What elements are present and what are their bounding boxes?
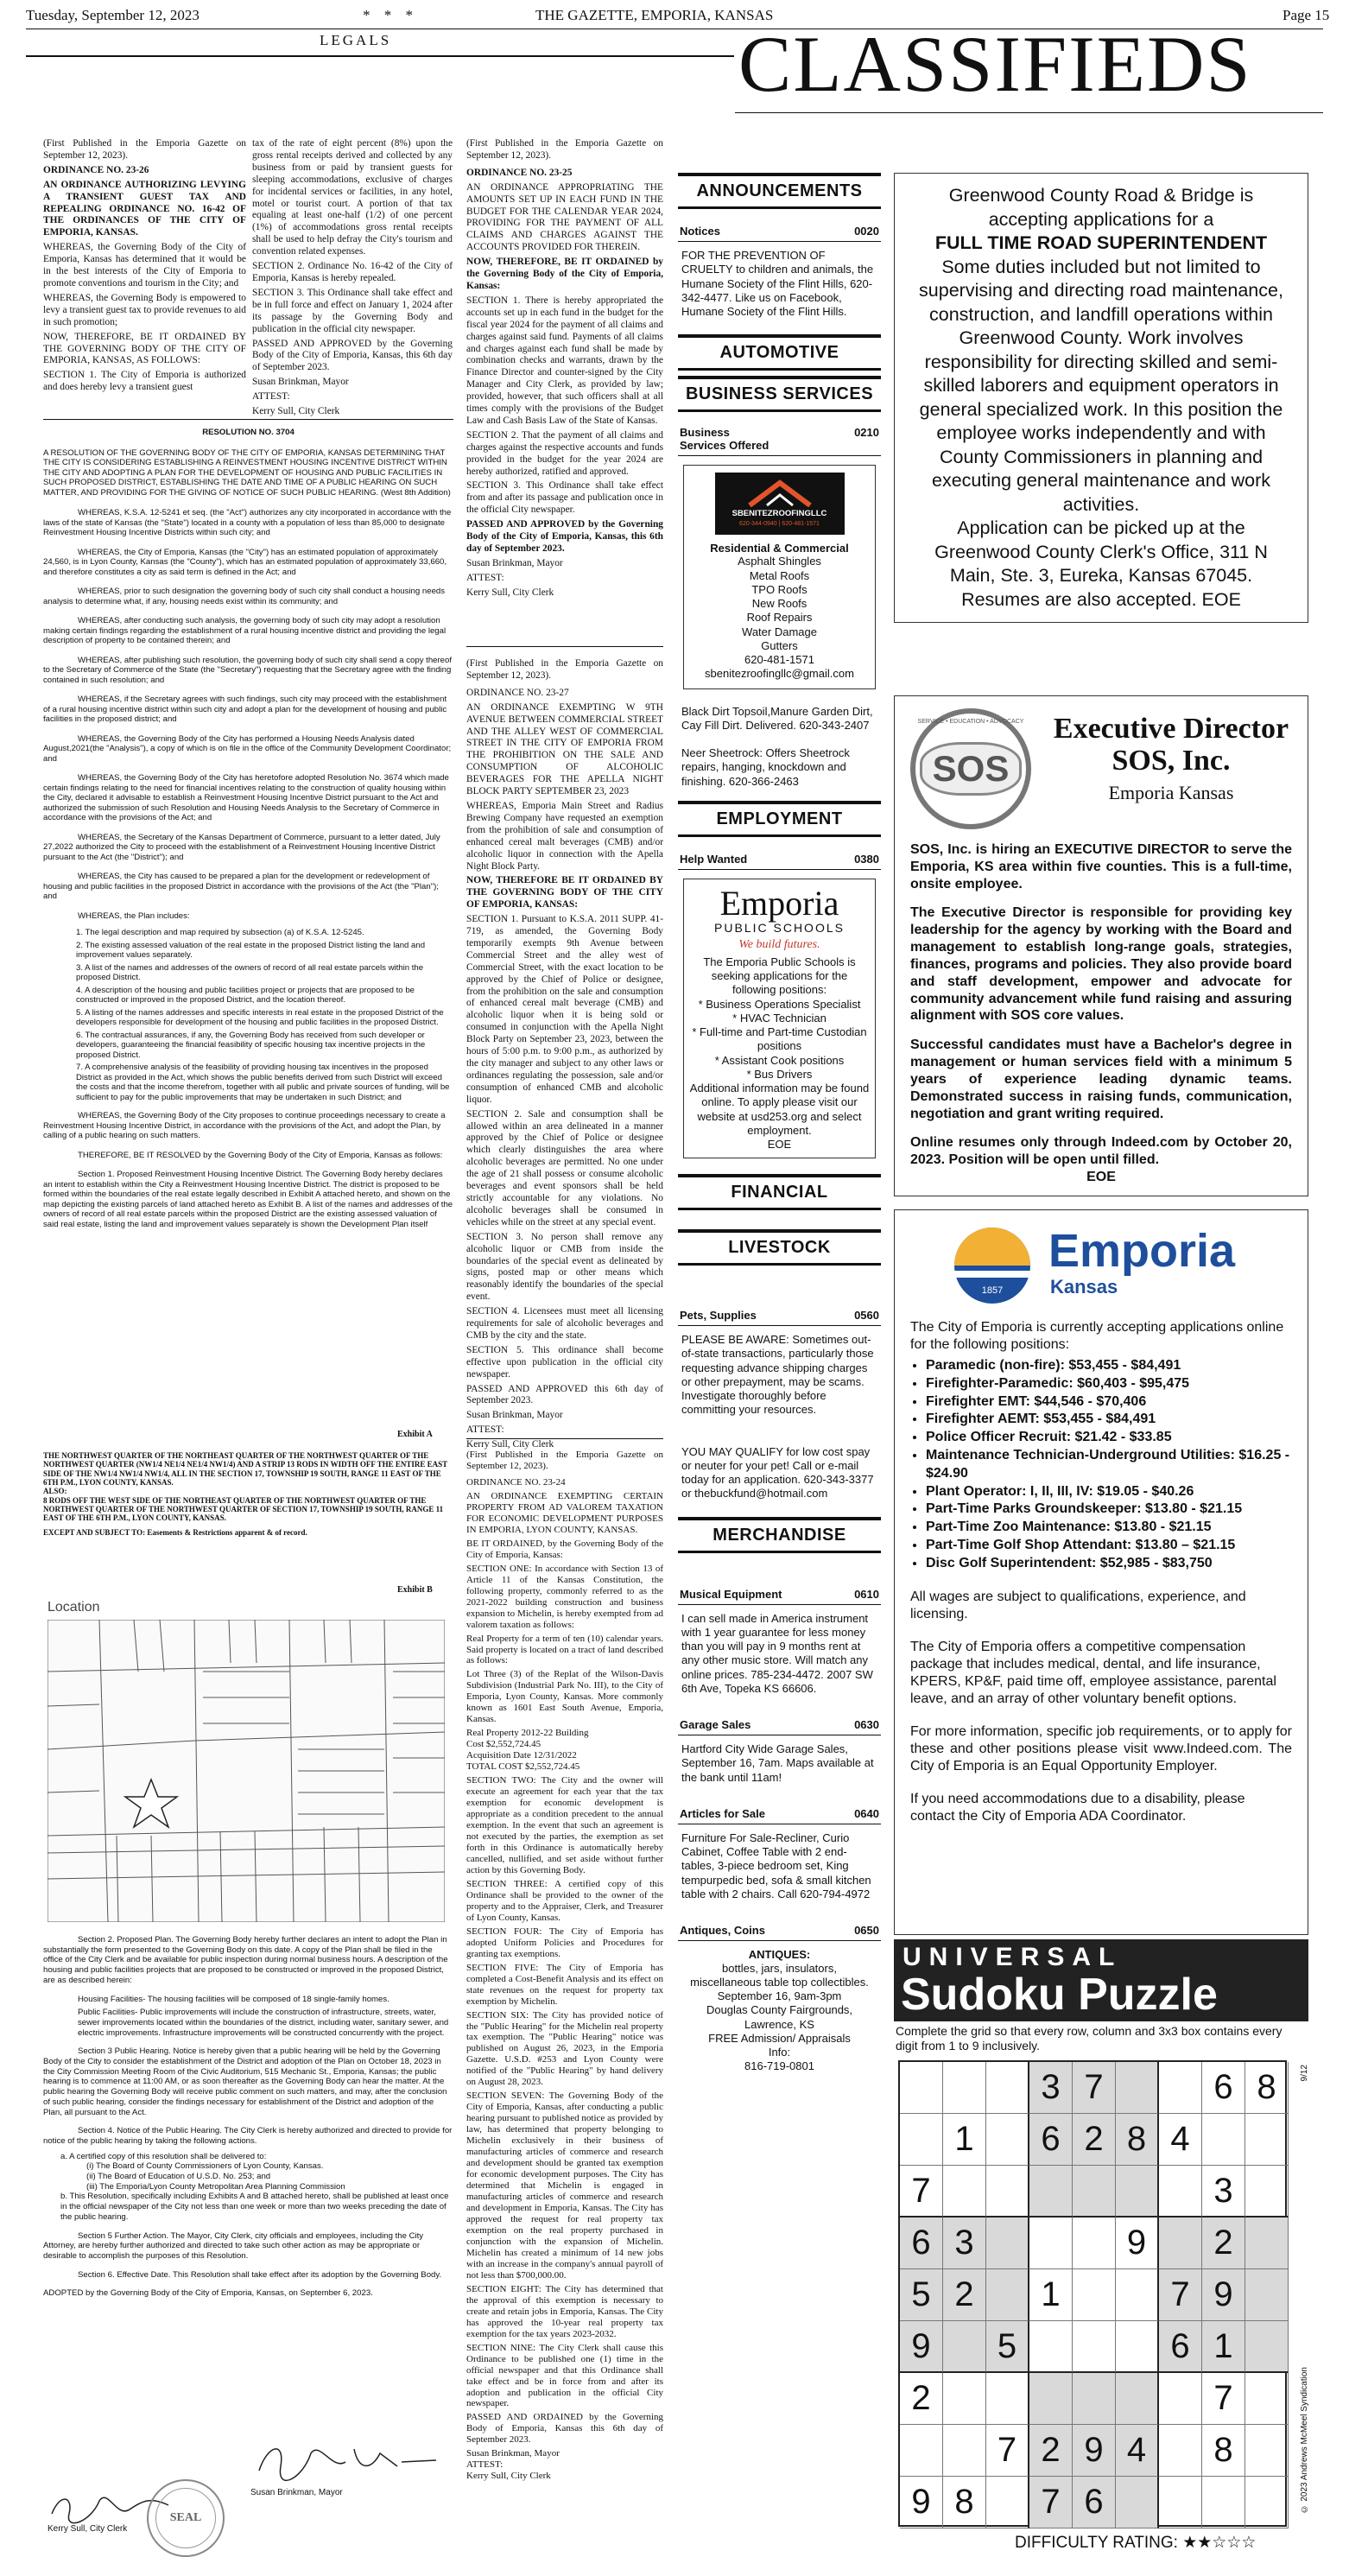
ordinance-23-25: (First Published in the Emporia Gazette on September 12, 2023). ORDINANCE NO. 23-25 AN ORDINANCE APPROPRIATING THE AMOUNTS SET UP IN EACH FUND IN THE BUDGET FOR THE CALENDAR YEAR 2024, PROVIDING FOR THE PAYMENT OF ALL CLAIMS AND CHARGES AGAINST THE ACCOUNTS PROVIDED FOR THEREIN. NOW, THEREFORE, BE IT ORDAINED by the Governing Body of the City of Emporia, Kansas: SECTION 1. There is hereby appropriated the accounts set up in each fund in the budget for the fiscal year 2024 for the payment of all claims and charges against said fund. Payments of all claims and charges against each fund shall be made by combination checks and warrants, drawn by the Finance Director and counter-signed by the City Manager and City Clerk, as provided by law; provided, however, that such officers shall at all times comply with the provisions of the Budget Law and Cash Basis Law of the State of Kansas. SECTION 2. That the payment of all claims and charges against the respective accounts and funds provided in the budget for the year 2024 are hereby authorized, ratified and approved. SECTION 3. This Ordinance shall take effect from and after its passage and publication once in the official City newspaper. PASSED AND APPROVED by the Governing Body of the City of Emporia, Kansas, this 6th day of September 2023. Susan Brinkman, Mayor ATTEST: Kerry Sull, City Clerk [466, 138, 663, 598]
sudoku-cell[interactable]: 6 [900, 2218, 943, 2269]
antique-line: Info: [768, 2045, 791, 2059]
sudoku-cell[interactable]: 7 [900, 2166, 943, 2218]
masthead-stars: * * * [363, 7, 418, 23]
sudoku-cell[interactable]: 2 [1029, 2425, 1073, 2477]
gc-body: Some duties included but not limited to supervising and directing road maintenance, construction, and landfill operations within Greenwood County. Work involves responsibility for directing skilled and semi-skilled laborers and equipment operators in general specialized work. In this position the employee works independently and with County Commissioners in planning and executing general maintenance and work activities. [919, 256, 1283, 515]
plan-item: 3. A list of the names and addresses of the owners of record of all real estate parcels within the proposed District. [76, 962, 424, 982]
sos-p3: Successful candidates must have a Bachelor's degree in management or human services field with a minimum 5 years of experience leading dynamic teams. Demonstrated success in raising funds, communication, negotiation and grant writing required. [910, 1037, 1292, 1121]
sudoku-cell[interactable] [943, 2062, 986, 2114]
antique-line: Lawrence, KS [744, 2017, 814, 2031]
sudoku-cell[interactable]: 6 [1073, 2477, 1116, 2528]
sudoku-cell[interactable]: 7 [986, 2425, 1029, 2477]
difficulty-label: DIFFICULTY RATING: [1015, 2534, 1178, 2552]
sudoku-cell[interactable]: 7 [1073, 2062, 1116, 2114]
sudoku-cell[interactable]: 1 [1202, 2321, 1245, 2373]
section-business-services: BUSINESS SERVICES [678, 376, 881, 412]
sudoku-cell[interactable] [1202, 2114, 1245, 2166]
category-articles-for-sale: Articles for Sale 0640 [678, 1792, 881, 1824]
emporia-logo [910, 1222, 1292, 1309]
category-pets: Pets, Supplies 0560 [678, 1266, 881, 1326]
svg-text:1857: 1857 [981, 1285, 1004, 1296]
eps-position-item: * Full-time and Part-time Custodian positions [692, 1025, 867, 1053]
sudoku-cell[interactable] [986, 2114, 1029, 2166]
ordinance-23-26-part2: tax of the rate of eight percent (8%) upon the gross rental receipts derived and collected by any business from or paid by transient guests for sleeping accommodations, exclusive of charges for incidental services or facilities, in any hotel, motel or tourist court. A portion of that tax equaling at least one-half (1/2) of one percent (1%) of accommodations gross rental receipts shall be used to help defray the City's tourism and convention related expenses. SECTION 2. Ordinance No. 16-42 of the City of Emporia, Kansas is hereby repealed. SECTION 3. This Ordinance shall take effect and be in full force and effect on January 1, 2024 after its passage by the Governing Body and publication in the official city newspaper. PASSED AND APPROVED by the Governing Body of the City of Emporia, Kansas, this 6th day of September 2023. Susan Brinkman, Mayor ATTEST: Kerry Sull, City Clerk [252, 138, 453, 417]
sudoku-cell[interactable]: 9 [900, 2477, 943, 2528]
sudoku-cell[interactable] [1073, 2269, 1116, 2321]
sos-org: SOS, Inc. [1112, 744, 1231, 777]
sudoku-cell[interactable]: 8 [943, 2477, 986, 2528]
category-antiques: Antiques, Coins 0650 [678, 1908, 881, 1941]
sudoku-cell[interactable] [1159, 2425, 1202, 2477]
emporia-p4: If you need accommodations due to a disability, please contact the City of Emporia ADA Coordinator. [910, 1791, 1245, 1824]
eps-eoe: EOE [767, 1138, 792, 1151]
sudoku-cell[interactable] [986, 2477, 1029, 2528]
sos-eoe: EOE [1086, 1170, 1116, 1185]
sudoku-instructions: Complete the grid so that every row, column and 3x3 box contains every digit from 1 to 9 inclusively. [896, 2024, 1282, 2053]
ordinance-23-27: (First Published in the Emporia Gazette on September 12, 2023). ORDINANCE NO. 23-27 AN ORDINANCE EXEMPTING W 9TH AVENUE BETWEEN COMMERCIAL STREET AND THE ALLEY WEST OF COMMERCIAL STREET IN THE CITY OF EMPORIA FROM THE PROHIBITION ON THE SALE AND CONSUMPTION OF ALCOHOLIC BEVERAGES FOR THE APELLA NIGHT BLOCK PARTY SEPTEMBER 23, 2023 WHEREAS, Emporia Main Street and Radius Brewing Company have requested an exemption from the prohibition of sale and consumption of enhanced cereal malt beverages (CMB) and/or alcoholic liquor in connection with the Apella Night Block Party. NOW, THEREFORE BE IT ORDAINED BY THE GOVERNING BODY OF THE CITY OF EMPORIA, KANSAS: SECTION 1. Pursuant to K.S.A. 2011 SUPP. 41-719, as amended, the Governing Body temporarily exempts 9th Avenue between Commercial Street and the alley west of Commercial Street, with the exact location to be approved by the Chief of Police or designee, from the prohibition on the sale and consumption of enhanced cereal malt beverage (CMB) and alcoholic liquor when it is being sold or consumed in conjunction with the Apella Night Block Party on September 23, 2023, between the hours of 5:00 p.m. to 9:00 p.m., as authorized by the city manager and subject to any other laws or ordinances regulating the possession, sale and/or consumption of enhanced CMB and alcoholic liquor. SECTION 2. Sale and consumption shall be allowed within an area delineated in a manner approved by the Chief of Police or designee which clearly distinguishes the area where alcoholic beverages are permitted. No one under the age of 21 shall possess or consume alcoholic beverages and event sponsors shall be held strictly accountable for any violations. No alcoholic beverages shall be consumed in vehicles while on the street at any special event. SECTION 3. No person shall remove any alcoholic liquor or CMB from inside the boundaries of the special event as delineated by signs, posted map or other means which reasonably identify the boundaries of the special event. SECTION 4. Licensees must meet all licensing requirements for sale of alcoholic beverages and CMB by the city and the state. SECTION 5. This ordinance shall become effective upon publication in the official city newspaper. PASSED AND APPROVED this 6th day of September 2023. Susan Brinkman, Mayor ATTEST: Kerry Sull, City Clerk [466, 658, 663, 1450]
roofing-service-item: TPO Roofs [751, 582, 808, 596]
city-seal-icon [147, 2479, 225, 2557]
sudoku-cell[interactable]: 6 [1029, 2114, 1073, 2166]
sos-title: Executive Director [1053, 713, 1289, 745]
emporia-job-item: • Maintenance Technician-Underground Utilities: $16.25 - $24.90 [926, 1447, 1292, 1483]
sudoku-cell[interactable]: 3 [1202, 2166, 1245, 2218]
ad-sheetrock: Neer Sheetrock: Offers Sheetrock repairs, hanging, knockdown and finishing. 620-366-2463 [681, 746, 850, 788]
eps-tagline: We build futures. [738, 937, 820, 951]
sos-p4: Online resumes only through Indeed.com by October 20, 2023. Position will be open until filled. [910, 1135, 1292, 1168]
roofing-service-item: Asphalt Shingles [738, 555, 821, 568]
sudoku-cell[interactable] [900, 2114, 943, 2166]
difficulty-rating [1015, 2533, 1256, 2553]
section-livestock: LIVESTOCK [678, 1229, 881, 1266]
ad-spay-neuter: YOU MAY QUALIFY for low cost spay or neuter for your pet! Call or e-mail today for an application. 620-343-3377 or thebuckfund@hotmail.com [681, 1444, 874, 1501]
sos-logo-icon: SERVICE • EDUCATION • ADVOCACY SOS [910, 708, 1031, 829]
section-employment: EMPLOYMENT [678, 801, 881, 837]
sudoku-cell[interactable] [1073, 2166, 1116, 2218]
sudoku-cell[interactable]: 7 [1029, 2477, 1073, 2528]
antique-line: 816-719-0801 [744, 2059, 814, 2072]
sudoku-cell[interactable] [1245, 2166, 1289, 2218]
emporia-p3: For more information, specific job requirements, or to apply for these and other positions please visit www.Indeed.com. The City of Emporia is an Equal Opportunity Employer. [910, 1723, 1292, 1773]
emporia-job-item: • Disc Golf Superintendent: $52,985 - $83,750 [926, 1555, 1292, 1573]
sudoku-cell[interactable] [1029, 2166, 1073, 2218]
divider [466, 1438, 663, 1439]
antique-line: Douglas County Fairgrounds, [706, 2003, 853, 2017]
ad-humane-society: FOR THE PREVENTION OF CRUELTY to children and animals, the Humane Society of the Flint Hills, 620-342-4477. Like us on Facebook, Humane Society of the Flint Hills. [681, 249, 874, 318]
sudoku-cell[interactable] [1159, 2062, 1202, 2114]
sudoku-date: 9/12 [1300, 2065, 1309, 2082]
emporia-job-item: • Firefighter EMT: $44,546 - $70,406 [926, 1393, 1292, 1412]
roofing-logo: SBENITEZROOFINGLLC 620-344-0940 | 620-481-1571 [715, 473, 845, 535]
sudoku-cell[interactable] [900, 2425, 943, 2477]
antique-line: miscellaneous table top collectibles. [690, 1976, 869, 1989]
sudoku-cell[interactable] [986, 2269, 1029, 2321]
seal-text: SEAL [155, 2488, 216, 2548]
divider [466, 646, 663, 647]
gc-intro: Greenwood County Road & Bridge is accepting applications for a [948, 185, 1254, 230]
sudoku-cell[interactable] [1159, 2166, 1202, 2218]
ad-city-of-emporia [894, 1209, 1308, 1935]
sudoku-cell[interactable]: 8 [1116, 2114, 1159, 2166]
sudoku-cell[interactable]: 1 [1029, 2269, 1073, 2321]
eps-intro: The Emporia Public Schools is seeking applications for the following positions: [703, 955, 856, 997]
sudoku-cell[interactable] [986, 2373, 1029, 2425]
emporia-p1: All wages are subject to qualifications, experience, and licensing. [910, 1589, 1246, 1621]
sudoku-cell[interactable] [1116, 2062, 1159, 2114]
sudoku-cell[interactable] [1245, 2373, 1289, 2425]
sudoku-cell[interactable] [1073, 2321, 1116, 2373]
sudoku-cell[interactable] [1029, 2373, 1073, 2425]
emporia-sun-icon [945, 1222, 1040, 1309]
antique-line: ANTIQUES: [748, 1948, 811, 1961]
classifieds-title: CLASSIFIEDS [738, 20, 1252, 108]
emporia-p2: The City of Emporia offers a competitive compensation package that includes medical, dental, and life insurance, KPERS, KP&F, paid time off, employee assistance, parental leave, and an array of other voluntary benefit options. [910, 1639, 1276, 1706]
sudoku-cell[interactable]: 4 [1116, 2425, 1159, 2477]
sudoku-cell[interactable] [1245, 2321, 1289, 2373]
roofing-service-item: New Roofs [751, 597, 808, 610]
ad-greenwood-county [894, 173, 1308, 623]
category-help-wanted: Help Wanted 0380 [678, 837, 881, 870]
sudoku-cell[interactable]: 6 [1202, 2062, 1245, 2114]
roofing-service-item: Water Damage [742, 625, 817, 638]
sudoku-header [894, 1939, 1308, 2021]
sudoku-cell[interactable]: 4 [1159, 2114, 1202, 2166]
sudoku-cell[interactable] [1245, 2218, 1289, 2269]
sudoku-cell[interactable] [1202, 2477, 1245, 2528]
ad-antiques-show [678, 1941, 881, 2073]
sudoku-cell[interactable] [1029, 2218, 1073, 2269]
emporia-job-item: • Firefighter AEMT: $53,455 - $84,491 [926, 1411, 1292, 1429]
plan-item: 7. A comprehensive analysis of the feasibility of providing housing tax incentives in the proposed District as provided in the Act, which shows the public benefits derived from such District will exceed the costs and that the income therefrom, together with all public and private sources of funding, will be sufficient to pay for the public improvements that may be undertaken in such District; and [76, 1063, 450, 1102]
sudoku-cell[interactable] [986, 2062, 1029, 2114]
sudoku-cell[interactable] [1159, 2477, 1202, 2528]
plan-item: 5. A listing of the names addresses and specific interests in real estate in the proposed District of the developers responsible for development of the housing and public facilities in the proposed District. [76, 1007, 444, 1027]
roofing-service-item: Roof Repairs [746, 611, 813, 625]
sudoku-cell[interactable]: 9 [1202, 2269, 1245, 2321]
sudoku-cell[interactable]: 9 [900, 2321, 943, 2373]
sudoku-grid[interactable] [898, 2060, 1287, 2527]
roofing-service-item: Gutters [761, 638, 798, 652]
ad-sos-executive-director [894, 695, 1308, 1196]
sudoku-cell[interactable] [986, 2218, 1029, 2269]
sudoku-cell[interactable] [1116, 2373, 1159, 2425]
sos-p1: SOS, Inc. is hiring an EXECUTIVE DIRECTOR to serve the Emporia, KS area within five counties. This is a full-time, onsite employee. [910, 842, 1292, 891]
page-number: Page 15 [1282, 7, 1330, 23]
category-musical-equipment: Musical Equipment 0610 [678, 1553, 881, 1605]
emporia-intro: The City of Emporia is currently accepting applications online for the following positions: [910, 1320, 1284, 1352]
eps-apply: Additional information may be found online. To apply please visit our website at usd253.org and select employment. [689, 1082, 870, 1137]
exhibit-b-label: Exhibit B [397, 1585, 433, 1595]
sudoku-cell[interactable]: 9 [1073, 2425, 1116, 2477]
antique-line: September 16, 9am-3pm [717, 1989, 842, 2003]
mayor-signature [250, 2436, 440, 2488]
eps-position-item: * HVAC Technician [732, 1011, 826, 1025]
emporia-job-item: • Police Officer Recruit: $21.42 - $33.85 [926, 1429, 1292, 1447]
emporia-job-item: • Paramedic (non-fire): $53,455 - $84,491 [926, 1357, 1292, 1375]
house-roof-icon [715, 476, 845, 511]
ad-hartford-garage-sales: Hartford City Wide Garage Sales, September 16, 7am. Maps available at the bank until 11am! [681, 1742, 874, 1784]
sudoku-cell[interactable]: 3 [943, 2218, 986, 2269]
ad-instruments: I can sell made in America instrument with 1 year guarantee for less money than you will pay in 9 months rent at any other music store. Will match any online prices. 785-234-4472. 2007 SW 6th Ave, Topeka KS 66606. [681, 1611, 873, 1695]
sudoku-cell[interactable]: 2 [1073, 2114, 1116, 2166]
eps-logo: Emporia [719, 883, 839, 923]
ordinance-23-24: (First Published in the Emporia Gazette on September 12, 2023). ORDINANCE NO. 23-24 AN ORDINANCE EXEMPTING CERTAIN PROPERTY FROM AD VALOREM TAXATION FOR ECONOMIC DEVELOPMENT PURPOSES IN EMPORIA, LYON COUNTY, KANSAS. BE IT ORDAINED, by the Governing Body of the City of Emporia, Kansas: SECTION ONE: In accordance with Section 13 of Article 11 of the Kansas Constitution, the following property, commonly referred to as the 2021-2022 building construction and business expansion to Michelin, is hereby exempted from ad valorem taxation as follows: Real Property for a term of ten (10) calendar years. Said property is located on a tract of land described as follows: Lot Three (3) of the Replat of the Wilson-Davis Subdivision (Industrial Park No. III), to the City of Emporia, Lyon County, Kansas. More commonly known as 1601 East South Avenue, Emporia, Kansas. Real Property 2012-22 Building Cost $2,552,724.45 Acquisition Date 12/31/2022 TOTAL COST $2,552,724.45 SECTION TWO: The City and the owner will execute an agreement for each year that the tax exemption for economic development is appropriate as a condition precedent to the annual exemption. In the event that such an agreement is not executed by the parties, the exemption as set forth in this Ordinance is automatically hereby cancelled, nullified, and set aside without further action by this Governing Body. SECTION THREE: A certified copy of this Ordinance shall be provided to the owner of the property and to the Appraiser, Clerk, and Treasurer of Lyon County, Kansas. SECTION FOUR: The City of Emporia has adopted Uniform Policies and Procedures for granting tax exemptions. SECTION FIVE: The City of Emporia has completed a Cost-Benefit Analysis and its effect on state revenues on the request for property tax exemption by Michelin. SECTION SIX: The City has provided notice of the "Public Hearing" for the Michelin real property tax exemption. The "Public Hearing" notice was published on August 26, 2023, in the Emporia Gazette. U.S.D. #253 and Lyon County were notified of the "Public Hearing" by hand delivery on August 28, 2023. SECTION SEVEN: The Governing Body of the City of Emporia, Kansas, after conducting a public hearing pursuant to published notice as provided by law, has determined that property belonging to Michelin exclusively in their business of manufacturing articles of commerce and research and development should be granted tax exemption for economic development purposes. The City has determined that Michelin is engaged in manufacturing articles of commerce and research and development in Emporia, Kansas. The City has approved the request for real property tax exemption on the real property purchased in conjunction with the expansion of Michelin. Michelin has created a minimum of 14 new jobs with an increase in the company's annual payroll of not less than $700,000.00. SECTION EIGHT: The City has determined that the approval of this exemption is necessary to create and retain jobs in Emporia, Kansas. The City has approved the 10-year real property tax exemption for the tax years 2023-2032. SECTION NINE: The City Clerk shall cause this Ordinance to be published one (1) time in the official newspaper and that this Ordinance shall take effect and be in force from and after its adoption and publication in the official City newspaper. PASSED AND ORDAINED by the Governing Body of Emporia, Kansas this 6th day of September 2023. Susan Brinkman, Mayor ATTEST: Kerry Sull, City Clerk [466, 1450, 663, 2482]
sudoku-title: Sudoku Puzzle [901, 1970, 1218, 2020]
difficulty-stars-icon: ★★☆☆☆ [1182, 2534, 1257, 2552]
section-financial: FINANCIAL [678, 1174, 881, 1210]
sudoku-cell[interactable] [943, 2373, 986, 2425]
sudoku-cell[interactable]: 7 [1159, 2269, 1202, 2321]
sudoku-cell[interactable] [943, 2321, 986, 2373]
emporia-job-item: • Part-Time Zoo Maintenance: $13.80 - $21.15 [926, 1519, 1292, 1537]
sudoku-cell[interactable] [1116, 2269, 1159, 2321]
sudoku-cell[interactable]: 9 [1116, 2218, 1159, 2269]
legals-header: LEGALS [320, 32, 392, 48]
resolution-sections: Section 2. Proposed Plan. The Governing Body hereby further declares an intent to adopt the Plan in substantially the form presented to the Governing Body on this date. A copy of the Plan shall be filed in the office of the City Clerk and be available for public inspection during normal business hours. A description of the housing and public facilities projects that are proposed to be constructed or improved in the proposed District, are as described herein: Housing Facilities- The housing facilities will be composed of 18 single-family homes. Public Facilities- Public improvements will include the construction of infrastructure, streets, water, sewer improvements located within the boundaries of the district, including water, sanitary sewer, and electric improvements. Infrastructure improvements will be constructed concurrently with the project. Section 3 Public Hearing. Notice is hereby given that a public hearing will be held by the Governing Body of the City to consider the establishment of the District and adoption of the Plan on October 18, 2023 in the City Commission Meeting Room of the Civic Auditorium, 515 Mechanic St., Emporia, Kansas; the public hearing is to commence at 11:00 AM, or as soon thereafter as the Governing Body can hear the matter. At the public hearing the Governing Body will receive public comment on such matters, and may, after the conclusion of such public hearing, consider the findings necessary for establishment of the District and adoption of the Plan, all pursuant to the Act. Section 4. Notice of the Public Hearing. The City Clerk is hereby authorized and directed to provide for notice of the public hearing by taking the following actions. a. A certified copy of this resolution shall be delivered to: (i) The Board of County Commissioners of Lyon County, Kansas. (ii) The Board of Education of U.S.D. No. 253; and (iii) The Emporia/Lyon County Metropolitan Area Planning Commission b. This Resolution, specifically including Exhibits A and B attached hereto, shall be published at least once in the official newspaper of the City not less than one week or more than two weeks preceding the date of the public hearing. Section 5 Further Action. The Mayor, City Clerk, city officials and employees, including the City Attorney, are hereby further authorized and directed to take such other action as may be appropriate or desirable to accomplish the purposes of this Resolution. Section 6. Effective Date. This Resolution shall take effect after its adoption by the Governing Body. ADOPTED by the Governing Body of the City of Emporia, Kansas, on September 6, 2023. [43, 1935, 453, 2299]
ad-scam-warning: PLEASE BE AWARE: Sometimes out-of-state transactions, particularly those requesting advance shipping charges or other prepayment, may be scams. Investigate thoroughly before committing your resources. [681, 1333, 874, 1417]
sudoku-cell[interactable] [943, 2425, 986, 2477]
sudoku-cell[interactable] [986, 2166, 1029, 2218]
plan-item: 4. A description of the housing and public facilities project or projects that are proposed to be constructed or improved in the proposed District, and the location thereof. [76, 985, 415, 1005]
plan-item: 2. The existing assessed valuation of the real estate in the proposed District listing the land and improvement values separately. [76, 940, 426, 960]
emporia-kansas: Kansas [1050, 1276, 1118, 1298]
emporia-wordmark: Emporia [1048, 1225, 1236, 1277]
sudoku-cell[interactable]: 8 [1245, 2062, 1289, 2114]
eps-position-item: * Assistant Cook positions [714, 1053, 845, 1067]
emporia-job-item: • Plant Operator: I, II, III, IV: $19.05 - $40.26 [926, 1483, 1292, 1501]
category-notices: Notices 0020 [678, 209, 881, 242]
sudoku-cell[interactable] [1116, 2166, 1159, 2218]
emporia-job-item: • Part-Time Parks Groundskeeper: $13.80 - $21.15 [926, 1501, 1292, 1519]
sudoku-cell[interactable]: 1 [943, 2114, 986, 2166]
roofing-service-item: 620-481-1571 [744, 653, 814, 666]
sudoku-cell[interactable] [1245, 2477, 1289, 2528]
sudoku-cell[interactable] [1159, 2373, 1202, 2425]
mayor-name: Susan Brinkman, Mayor [250, 2488, 343, 2497]
sudoku-universal: UNIVERSAL [902, 1943, 1123, 1971]
paper-name: THE GAZETTE, EMPORIA, KANSAS [535, 7, 774, 23]
sudoku-cell[interactable]: 3 [1029, 2062, 1073, 2114]
sudoku-cell[interactable]: 2 [900, 2373, 943, 2425]
plan-item: 6. The contractual assurances, if any, the Governing Body has received from such developer or developers, guaranteeing the financial feasibility of specific housing tax incentive projects in the proposed District. [76, 1030, 426, 1060]
sos-location: Emporia Kansas [1108, 782, 1234, 804]
sudoku-cell[interactable] [1116, 2477, 1159, 2528]
roofing-service-item: Metal Roofs [749, 568, 810, 582]
sudoku-cell[interactable]: 5 [900, 2269, 943, 2321]
legals-rule [26, 55, 734, 57]
ad-black-dirt: Black Dirt Topsoil,Manure Garden Dirt, Cay Fill Dirt. Delivered. 620-343-2407 [681, 704, 873, 732]
ad-benitez-roofing: SBENITEZROOFINGLLC 620-344-0940 | 620-481-1571 Residential & Commercial Asphalt Shingles Metal Roofs TPO Roofs New Roofs Roof Repairs Water Damage Gutters 620-481-1571 sbenitezroofingllc@gmail.com [683, 465, 876, 688]
sudoku-cell[interactable] [1245, 2114, 1289, 2166]
ad-furniture-sale: Furniture For Sale-Recliner, Curio Cabinet, Coffee Table with 2 end-tables, 3-piece bedroom set, King tempurpedic bed, sofa & small kitchen table with 2 chairs. Call 620-794-4972 [681, 1830, 871, 1900]
antique-line: FREE Admission/ Appraisals [708, 2031, 851, 2045]
roofing-service-item: sbenitezroofingllc@gmail.com [705, 667, 854, 681]
exhibit-a-legal: THE NORTHWEST QUARTER OF THE NORTHEAST QUARTER OF THE NORTHWEST QUARTER OF THE NORTHWEST QUARTER (NW1/4 NE1/4 NE1/4 NW1/4) AND A STRIP 13 RODS IN WIDTH OFF THE ENTIRE EAST SIDE OF THE NW1/4 NW1/4 NW1/4, ALL IN THE SECTION 17, TOWNSHIP 19 SOUTH, RANGE 11 EAST OF THE 6TH P.M., LYON COUNTY, KANSAS. ALSO: 8 RODS OFF THE WEST SIDE OF THE NORTHEAST QUARTER OF THE NORTHWEST QUARTER OF THE NORTHWEST QUARTER OF THE NORTHWEST QUARTER OF SECTION 17, TOWNSHIP 19 SOUTH, RANGE 11 EAST OF THE 6TH P.M., LYON COUNTY, KANSAS. EXCEPT AND SUBJECT TO: Easements & Restrictions apparent & of record. [43, 1451, 447, 1537]
section-merchandise: MERCHANDISE [678, 1517, 881, 1553]
sudoku-cell[interactable] [1245, 2425, 1289, 2477]
sudoku-cell[interactable]: 6 [1159, 2321, 1202, 2373]
eps-subtitle: PUBLIC SCHOOLS [714, 920, 845, 935]
classifieds-column [678, 173, 881, 2073]
sudoku-cell[interactable]: 5 [986, 2321, 1029, 2373]
sudoku-cell[interactable]: 7 [1202, 2373, 1245, 2425]
category-garage-sales: Garage Sales 0630 [678, 1703, 881, 1735]
emporia-job-item: • Part-Time Golf Shop Attendant: $13.80 – $21.15 [926, 1537, 1292, 1555]
emporia-job-item: • Firefighter-Paramedic: $60,403 - $95,475 [926, 1375, 1292, 1393]
plan-item: 1. The legal description and map required by subsection (a) of K.S.A. 12-5245. [76, 928, 364, 937]
emporia-job-list [910, 1357, 1292, 1573]
exhibit-b-map [48, 1620, 445, 1922]
sudoku-cell[interactable] [1073, 2373, 1116, 2425]
sudoku-cell[interactable] [1073, 2218, 1116, 2269]
eps-position-item: * Business Operations Specialist [698, 997, 861, 1011]
eps-position-item: * Bus Drivers [746, 1067, 813, 1081]
exhibit-a-label: Exhibit A [397, 1430, 433, 1439]
resolution-3704: RESOLUTION NO. 3704 A RESOLUTION OF THE GOVERNING BODY OF THE CITY OF EMPORIA, KANSAS DETERMINING THAT THE CITY IS CONSIDERING ESTABLISHING A REINVESTMENT HOUSING INCENTIVE DISTRICT WITHIN THE CITY AND ADOPTING A PLAN FOR THE DEVELOPMENT OF HOUSING AND PUBLIC FACILITIES IN SUCH PROPOSED DISTRICT, ESTABLISHING THE DATE AND TIME OF A PUBLIC HEARING ON SUCH MATTER, AND PROVIDING FOR THE GIVING OF NOTICE OF SUCH PUBLIC HEARING. (West 8th Addition) WHEREAS, K.S.A. 12-5241 et seq. (the "Act") authorizes any city incorporated in accordance with the laws of the state of Kansas (the "State") located in a county with a population of less than 85,000 to designate Reinvestment Housing Incentive Districts within such city; and WHEREAS, the City of Emporia, Kansas (the "City") has an estimated population of approximately 24,560, is in Lyon County, Kansas (the "County"), which has an estimated population of approximately 33,660, and therefore constitutes a city as said term is defined in the Act; and WHEREAS, prior to such designation the governing body of such city shall conduct a housing needs analysis to determine what, if any, housing needs exist within its community; and WHEREAS, after conducting such analysis, the governing body of such city may adopt a resolution making certain findings regarding the establishment of a rural housing incentive district and providing the legal description of property to be contained therein; and WHEREAS, after publishing such resolution, the governing body of such city shall send a copy thereof to the Secretary of Commerce of the State (the "Secretary") requesting that the Secretary agree with the finding contained in such resolution; and WHEREAS, if the Secretary agrees with such findings, such city may proceed with the establishment of a rural housing incentive district within such city and adopt a plan for the development of housing and public facilities in the proposed district; and WHEREAS, the Governing Body of the City has performed a Housing Needs Analysis dated August,2021(the "Analysis"), a copy of which is on file in the office of the Community Development Coordinator; and WHEREAS, the Governing Body of the City has heretofore adopted Resolution No. 3674 which made certain findings relating to the need for financial incentives relating to the construction of quality housing within the City, declared it advisable to establish a Reinvestment Housing Incentive District pursuant to the Act and authorized the submission of such Resolution and Housing Needs Analysis to the Secretary of Commerce in accordance with the provisions of the Act; and WHEREAS, the Secretary of the Kansas Department of Commerce, pursuant to a letter dated, July 27,2022 authorized the City to proceed with the establishment of a Reinvestment Housing Incentive District pursuant to the Act (the "District"); and WHEREAS, the City has caused to be prepared a plan for the development or redevelopment of housing and public facilities in the proposed District in accordance with the provisions of the Act (the "Plan"); and WHEREAS, the Plan includes: 1. The legal description and map required by subsection (a) of K.S.A. 12-5245. 2. The existing assessed valuation of the real estate in the proposed District listing the land and improvement values separately. 3. A list of the names and addresses of the owners of record of all real estate parcels within the proposed District. 4. A description of the housing and public facilities project or projects that are proposed to be constructed or improved in the proposed District, and the location thereof. 5. A listing of the names addresses and specific interests in real estate in the proposed District of the developers responsible for development of the housing and public facilities in the proposed District. 6. The contractual assurances, if any, the Governing Body has received from such developer or developers, guaranteeing the financial feasibility of specific housing tax incentive projects in the proposed District. 7. A comprehensive analysis of the feasibility of providing housing tax incentives in the proposed District as provided in the Act, which shows the public benefits derived from such District will exceed the costs and that the income therefrom, together with all public and private sources of funding, will be sufficient to pay for the public improvements that may be undertaken in such District; and WHEREAS, the Governing Body of the City proposes to continue proceedings necessary to create a Reinvestment Housing Incentive District, in accordance with the provisions of the Act, and adopt the Plan, by calling of a public hearing on such matters. THEREFORE, BE IT RESOLVED by the Governing Body of the City of Emporia, Kansas as follows: Section 1. Proposed Reinvestment Housing Incentive District. The Governing Body hereby declares an intent to establish within the City a Reinvestment Housing Incentive District. The district is proposed to be formed within the boundaries of the real estate legally described in Exhibit A attached hereto, and shown on the map depicting the existing parcels of land attached hereto as Exhibit B. A list of the names and addresses of the owners of record of all real estate parcels within the proposed District are the existing assessed valuation of said real estate, listing the land and improvement values separately is shown the Development Plan itself [43, 428, 453, 1229]
divider [43, 419, 453, 420]
sudoku-cell[interactable] [1029, 2321, 1073, 2373]
sudoku-cell[interactable] [1116, 2321, 1159, 2373]
sudoku-cell[interactable] [943, 2166, 986, 2218]
category-business-services-offered: Business Services Offered 0210 [678, 412, 881, 456]
classifieds-rule [735, 112, 1323, 113]
sudoku-cell[interactable]: 2 [1202, 2218, 1245, 2269]
section-automotive: AUTOMOTIVE [678, 334, 881, 371]
gc-title: FULL TIME ROAD SUPERINTENDENT [934, 232, 1268, 254]
clerk-name: Kerry Sull, City Clerk [48, 2524, 128, 2534]
section-announcements: ANNOUNCEMENTS [678, 173, 881, 209]
sudoku-cell[interactable] [1245, 2269, 1289, 2321]
ordinance-23-26-part1: (First Published in the Emporia Gazette on September 12, 2023). ORDINANCE NO. 23-26 AN ORDINANCE AUTHORIZING LEVYING A TRANSIENT GUEST TAX AND REPEALING ORDINANCE NO. 16-42 OF THE ORDINANCES OF THE CITY OF EMPORIA, KANSAS. WHEREAS, the Governing Body of the City of Emporia, Kansas has determined that it would be in the best interests of the City of Emporia to promote conventions and tourism in the City; and WHEREAS, the Governing Body is empowered to levy a transient guest tax to provide revenues to aid in such promotion; NOW, THEREFORE, BE IT ORDAINED BY THE GOVERNING BODY OF THE CITY OF EMPORIA, KANSAS, AS FOLLOWS: SECTION 1. The City of Emporia is authorized and does hereby levy a transient guest [43, 138, 246, 393]
issue-date: Tuesday, September 12, 2023 [26, 7, 200, 23]
sudoku-copyright: © 2023 Andrews McMeel Syndication [1300, 2367, 1309, 2514]
sudoku-cell[interactable] [1159, 2218, 1202, 2269]
sos-p2: The Executive Director is responsible for providing key leadership for the agency by working with the Board and management to establish long-range goals, strategies, finances, programs and policies. They also provide board and staff development, empower and advocate for community advancement while fund raising and assuring alignment with SOS core values. [910, 905, 1292, 1024]
sudoku-cell[interactable]: 2 [943, 2269, 986, 2321]
sudoku-cell[interactable] [900, 2062, 943, 2114]
sudoku-cell[interactable]: 8 [1202, 2425, 1245, 2477]
plan-items [76, 928, 453, 1102]
antique-line: bottles, jars, insulators, [722, 1962, 837, 1976]
ad-emporia-public-schools [683, 879, 876, 1158]
gc-application: Application can be picked up at the Greenwood County Clerk's Office, 311 N Main, Ste. 3, Eureka, Kansas 67045. Resumes are also accepted. EOE [934, 517, 1268, 610]
map-location-label: Location [48, 1600, 100, 1615]
